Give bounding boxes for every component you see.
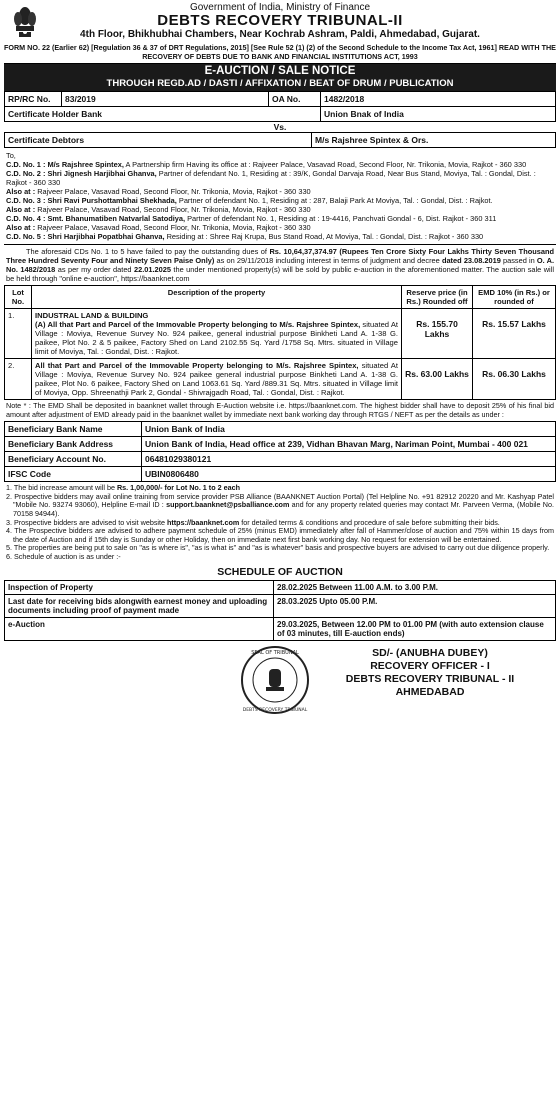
emd-amount: Rs. 06.30 Lakhs — [473, 359, 556, 400]
emd-note: Note * : The EMD Shall be deposited in baanknet wallet through E-Auction website i.e. https://baanknet.com. The highest bidder shall have to deposit 25% of his final bid amount after adjustment of EMD already paid in the baanknet wallet by immediate next bank working day through RTGS / NEFT as per the details as under : — [6, 401, 554, 419]
cd1-name: C.D. No. 1 : M/s Rajshree Spintex, — [6, 160, 124, 169]
property-description: INDUSTRAL LAND & BUILDING (A) All that Part and Parcel of the Immovable Property belonging to M/s. Rajshree Spintex, situated At Village : Moviya, Revenue Survey No. 924 paikee, general industrial purpose Binkheti Land A. 1-38 G. paikee, Plot No. 2 & 5 paikee, Factory Shed on Land 2102.55 Sq. Yard /1758 Sq. Mtrs. situated in Village limit of Moviya, Tal. : Gondal, Dist. : Rajkot. — [32, 309, 402, 359]
oa-value: 1482/2018 — [321, 92, 556, 107]
banner-subtitle: THROUGH REGD.AD / DASTI / AFFIXATION / BEAT OF DRUM / PUBLICATION — [106, 78, 454, 89]
addressees — [4, 148, 556, 245]
tribunal-seal-icon — [240, 645, 310, 715]
table-row — [5, 422, 556, 437]
bank-address-value: Union Bank of India, Head office at 239, Vidhan Bhavan Marg, Nariman Point, Mumbai - 400 021 — [142, 437, 556, 452]
bank-label: Certificate Holder Bank — [5, 107, 321, 122]
also-at — [6, 187, 554, 196]
svg-text:DEBTS RECOVERY TRIBUNAL: DEBTS RECOVERY TRIBUNAL — [242, 707, 308, 713]
term-2: 2. Prospective bidders may avail online training from service provider PSB Alliance (BAANKNET Auction Portal) (Tel Helpline No. +91 82912 20220 and Mr. Kashyap Patel "Mobile No. 93274 93060), Helpline E-mail ID : support.baanknet@psballiance.com and for any property related queries may contact Mr. Parveen Verma, (Mobile No. 70158 94944). — [6, 491, 554, 518]
svg-text:SEAL OF TRIBUNAL: SEAL OF TRIBUNAL — [251, 649, 299, 656]
last-date-label: Last date for receiving bids alongwith earnest money and uploading documents including proof of payment made — [5, 594, 274, 617]
table-row — [5, 359, 556, 400]
cd4-address: Partner of defendant No. 1, Residing at : 19-4416, Panchvati Gondal - 6, Dist. Rajkot - 360 311 — [185, 214, 497, 223]
bank-value: Union Bnak of India — [321, 107, 556, 122]
cd4-name: C.D. No. 4 : Smt. Bhanumatiben Natvarlal Satodiya, — [6, 214, 186, 223]
ifsc-value: UBIN0806480 — [142, 467, 556, 482]
table-row — [5, 617, 556, 640]
also-at — [6, 205, 554, 214]
signatory-designation: RECOVERY OFFICER - I — [370, 659, 490, 672]
col-reserve: Reserve price (in Rs.) Rounded off — [402, 286, 473, 309]
eauction-label: e-Auction — [5, 617, 274, 640]
table-row — [5, 437, 556, 452]
gov-line: Government of India, Ministry of Finance — [189, 2, 371, 13]
col-description: Description of the property — [32, 286, 402, 309]
term-1: 1. The bid increase amount will be Rs. 1,00,000/- for Lot No. 1 to 2 each — [6, 483, 240, 493]
notice-banner — [4, 64, 556, 91]
term-4: 4. The Prospective bidders are advised to adhere payment schedule of 25% (minus EMD) immediately after fall of Hammer/close of auction and 75% within 15 days from the date of Auction and if 15th day is Sunday or other Holiday, then on immediate next first bank working day. No request for extension will be entertained. — [6, 526, 554, 544]
also-address: Rajveer Palace, Vasavad Road, Second Floor, Nr. Trikonia, Movia, Rajkot - 360 330 — [35, 205, 311, 214]
debtors-table — [4, 132, 556, 148]
case-info-table — [4, 91, 556, 122]
cd5 — [6, 232, 554, 241]
debtors-value: M/s Rajshree Spintex & Ors. — [312, 133, 556, 148]
cd3 — [6, 196, 554, 205]
property-description: All that Part and Parcel of the Immovable Property belonging to M/s. Rajshree Spintex, situated At Village : Moviya, Revenue Survey No. 924 paikee general industrial purpose Binkheti Land A. 1-38 G. paikee, Plot No. 6 paikee, Factory Shed on Land 1063.61 Sq. Yard /889.31 Sq. Mtrs. situated in Village limit of Moviya, Opp. Shreenathji Park 2, Gondal - Shivrajgadh Road, Tal. : Gondal, Dist. : Rajkot. — [32, 359, 402, 400]
emd-amount: Rs. 15.57 Lakhs — [473, 309, 556, 359]
also-label: Also at : — [6, 187, 36, 196]
cd5-name: C.D. No. 5 : Shri Harjibhai Popatbhai Ghanva, — [6, 232, 165, 241]
col-emd: EMD 10% (in Rs.) or rounded of — [473, 286, 556, 309]
reserve-price: Rs. 63.00 Lakhs — [402, 359, 473, 400]
lot-number: 2. — [5, 359, 32, 400]
versus: Vs. — [273, 122, 287, 132]
col-lot: Lot No. — [5, 286, 32, 309]
oa-label: OA No. — [269, 92, 321, 107]
national-emblem-icon — [10, 2, 40, 40]
property-table-header — [5, 286, 556, 309]
also-address: Rajveer Palace, Vasavad Road, Second Floor, Nr. Trikonia, Movia, Rajkot - 360 330 — [35, 187, 311, 196]
eauction-value: 29.03.2025, Between 12.00 PM to 01.00 PM (with auto extension clause of 03 minutes, till E-auction ends) — [274, 617, 556, 640]
form-reference: FORM NO. 22 (Earlier 62) [Regulation 36 & 37 of DRT Regulations, 2015] [See Rule 52 (1) (2) of the Second Schedule to the Income Tax Act, 1961] READ WITH THE RECOVERY OF DEBTS DUE TO BANK AND FINANCIAL INSTITUTIONS ACT, 1993 — [4, 41, 556, 64]
last-date-value: 28.03.2025 Upto 05.00 P.M. — [274, 594, 556, 617]
due-amount: Rs. 10,64,37,374.97 (Rupees Ten Crore Sixty Four Lakhs Thirty Seven Thousand Three Hundred Seventy Four and Ninety Seven Paise Only) — [6, 247, 554, 265]
also-address: Rajveer Palace, Vasavad Road, Second Floor, Nr. Trikonia, Movia, Rajkot - 360 330 — [35, 223, 311, 232]
cd3-name: C.D. No. 3 : Shri Ravi Purshottambhai Shekhada, — [6, 196, 177, 205]
to-heading: To, — [6, 151, 16, 160]
cd2-name: C.D. No. 2 : Shri Jignesh Harjibhai Ghanva, — [6, 169, 157, 178]
cd5-address: Residing at : Shree Raj Krupa, Bus Stand Road, At Moviya, Tal. : Gondal, Dist. : Rajkot - 360 330 — [164, 232, 484, 241]
terms-list — [4, 482, 556, 563]
signatory-name: SD/- (ANUBHA DUBEY) — [372, 646, 488, 659]
term-5: 5. The properties are being put to sale on "as is where is", "as is what is" and "as is whatever" basis and prospective buyers are advised to carry out due diligence properly. — [6, 543, 550, 553]
bank-address-label: Beneficiary Bank Address — [5, 437, 142, 452]
bank-details-table — [4, 421, 556, 482]
banner-title: E-AUCTION / SALE NOTICE — [204, 65, 356, 77]
property-table — [4, 285, 556, 400]
rp-value: 83/2019 — [62, 92, 269, 107]
bank-name-value: Union Bank of India — [142, 422, 556, 437]
cd1 — [6, 160, 554, 169]
debtors-label: Certificate Debtors — [5, 133, 312, 148]
tribunal-title: DEBTS RECOVERY TRIBUNAL-II — [157, 12, 403, 29]
inspection-label: Inspection of Property — [5, 580, 274, 594]
account-value: 06481029380121 — [142, 452, 556, 467]
table-row — [5, 452, 556, 467]
lot-number: 1. — [5, 309, 32, 359]
intro-paragraph: The aforesaid CDs No. 1 to 5 have failed to pay the outstanding dues of Rs. 10,64,37,374.97 (Rupees Ten Crore Sixty Four Lakhs Thirty Seven Thousand Three Hundred Seventy Four and Ninety Seven Paise Only) as on 29/11/2018 including interest in terms of judgment and decree dated 23.08.2019 passed in O. A. No. 1482/2018 as per my order dated 22.01.2025 the under mentioned property(s) will be sold by public e-auction in the aforementioned matter. The auction sale will be held through "online e-auction", https://baanknet.com — [6, 247, 554, 283]
also-label: Also at : — [6, 205, 36, 214]
rp-label: RP/RC No. — [5, 92, 62, 107]
bank-name-label: Beneficiary Bank Name — [5, 422, 142, 437]
cd2-address: Partner of defendant No. 1, Residing at : 39/K, Gondal Darvaja Road, Near Bus Stand, Moviya, Tal. : Gondal, Dist. : Rajkot - 360 330 — [6, 169, 536, 187]
signature-block — [4, 641, 556, 719]
table-row — [5, 467, 556, 482]
schedule-table — [4, 580, 556, 641]
signatory-city: AHMEDABAD — [395, 685, 465, 698]
term-3: 3. Prospective bidders are advised to visit website https://baanknet.com for detailed terms & conditions and procedure of sale before submitting their bids. — [6, 517, 500, 527]
header — [4, 2, 556, 41]
table-row — [5, 309, 556, 359]
also-at — [6, 223, 554, 232]
cd1-address: A Partnership firm Having its office at : Rajveer Palace, Vasavad Road, Second Floor, Nr. Trikonia, Movia, Rajkot - 360 330 — [123, 160, 527, 169]
cd4 — [6, 214, 554, 223]
cd3-address: Partner of defendant No. 1, Residing at : 287, Balaji Park At Moviya, Tal. : Gondal, Dist. : Rajkot. — [176, 196, 493, 205]
also-label: Also at : — [6, 223, 36, 232]
reserve-price: Rs. 155.70 Lakhs — [402, 309, 473, 359]
schedule-title: SCHEDULE OF AUCTION — [217, 565, 343, 578]
notice-page — [4, 0, 556, 719]
signature-text — [310, 647, 550, 699]
tribunal-address: 4th Floor, Bhikhubhai Chambers, Near Kochrab Ashram, Paldi, Ahmedabad, Gujarat. — [80, 29, 480, 40]
signatory-office: DEBTS RECOVERY TRIBUNAL - II — [345, 672, 515, 685]
account-label: Beneficiary Account No. — [5, 452, 142, 467]
cd2 — [6, 169, 554, 187]
table-row — [5, 580, 556, 594]
term-6: 6. Schedule of auction is as under :- — [6, 551, 121, 561]
table-row — [5, 594, 556, 617]
ifsc-label: IFSC Code — [5, 467, 142, 482]
inspection-value: 28.02.2025 Between 11.00 A.M. to 3.00 P.M. — [274, 580, 556, 594]
